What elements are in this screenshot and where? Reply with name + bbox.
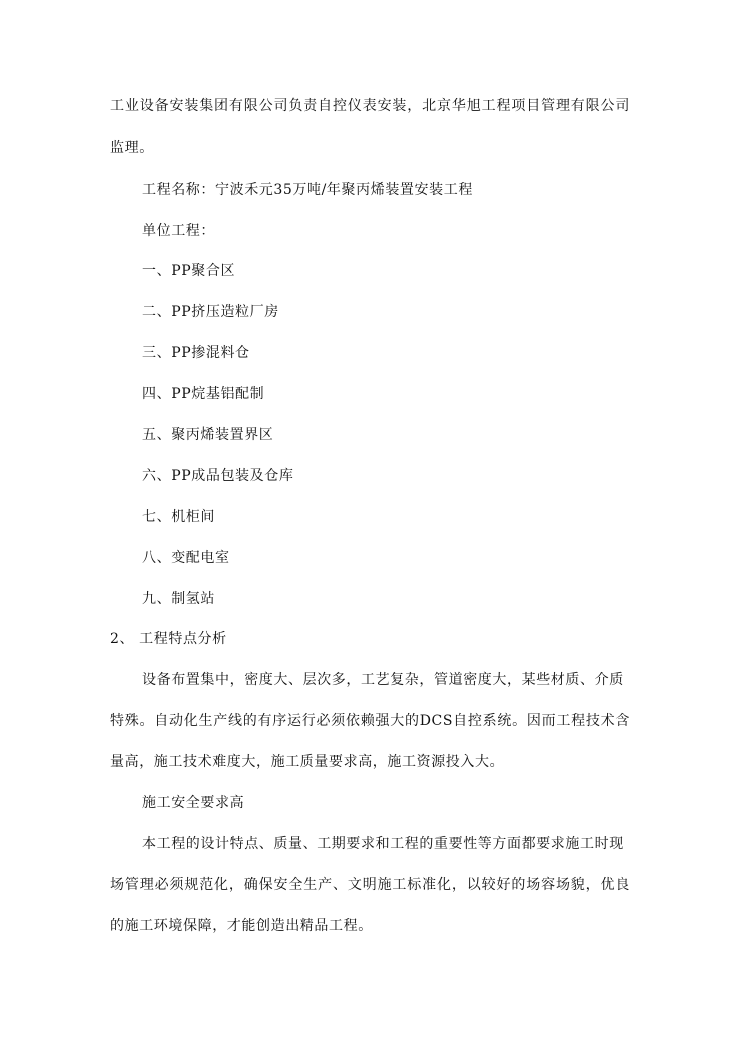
safety-line-1: 本工程的设计特点、质量、工期要求和工程的重要性等方面都要求施工时现 [142,836,624,852]
project-name: 工程名称：宁波禾元35万吨/年聚丙烯装置安装工程 [142,182,473,198]
analysis-line-3: 量高，施工技术难度大，施工质量要求高，施工资源投入大。 [110,754,505,770]
analysis-line-2: 特殊。自动化生产线的有序运行必须依赖强大的DCS自控系统。因而工程技术含 [110,713,630,729]
safety-line-3: 的施工环境保障，才能创造出精品工程。 [110,918,373,934]
unit-work-item: 一、PP聚合区 [142,263,236,279]
unit-work-item: 四、PP烷基铝配制 [142,386,265,402]
intro-line-1: 工业设备安装集团有限公司负责自控仪表安装，北京华旭工程项目管理有限公司 [110,98,630,114]
unit-works-heading: 单位工程： [142,223,215,239]
subheading-safety: 施工安全要求高 [142,795,245,811]
unit-work-item: 五、聚丙烯装置界区 [142,427,274,443]
unit-work-item: 六、PP成品包装及仓库 [142,468,294,484]
unit-work-item: 三、PP掺混料仓 [142,345,250,361]
unit-work-item: 二、PP挤压造粒厂房 [142,304,279,320]
intro-line-2: 监理。 [110,140,154,156]
unit-work-item: 七、机柜间 [142,509,215,525]
analysis-line-1: 设备布置集中，密度大、层次多，工艺复杂，管道密度大，某些材质、介质 [142,672,624,688]
unit-work-item: 九、制氢站 [142,591,215,607]
safety-line-2: 场管理必须规范化，确保安全生产、文明施工标准化，以较好的场容场貌，优良 [110,877,630,893]
unit-work-item: 八、变配电室 [142,550,230,566]
section-heading: 2、 工程特点分析 [110,631,227,647]
